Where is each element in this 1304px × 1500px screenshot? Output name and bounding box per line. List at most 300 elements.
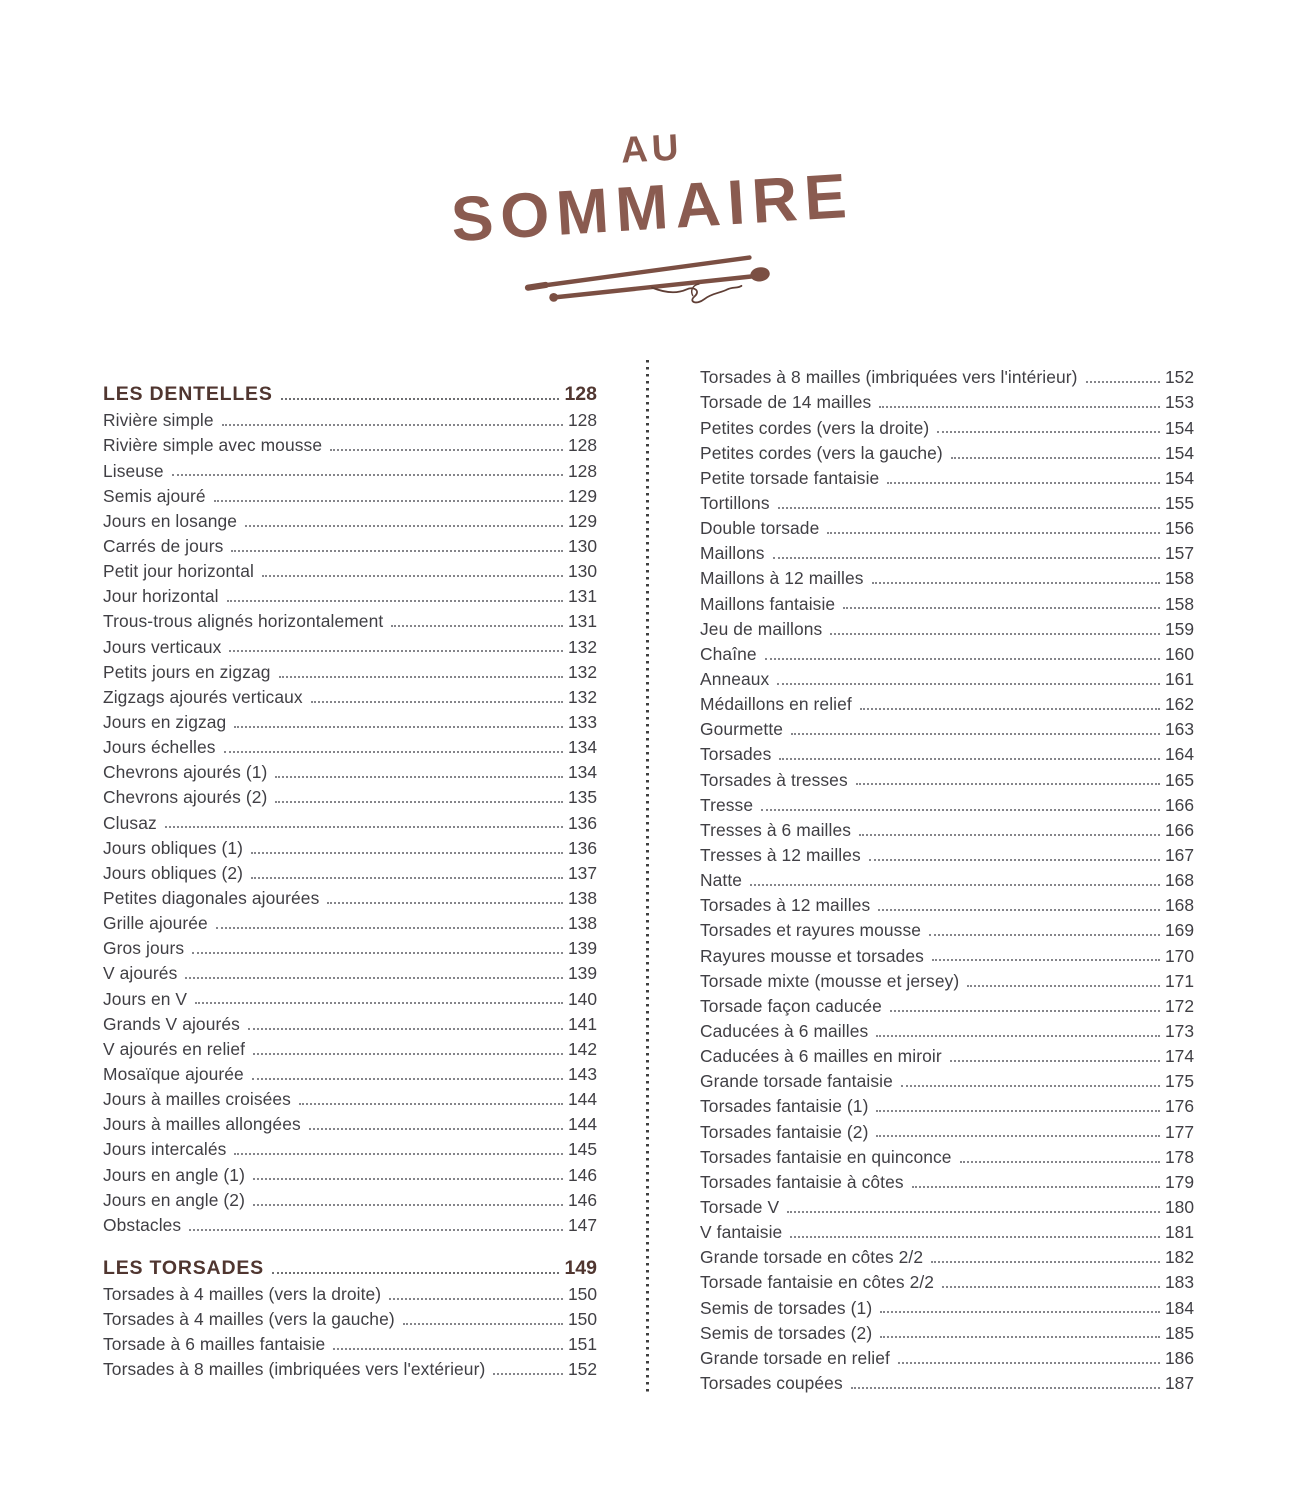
dotted-leader <box>787 1210 1160 1213</box>
toc-entry-label: Torsade mixte (mousse et jersey) <box>700 970 960 991</box>
dotted-leader <box>189 1228 563 1231</box>
toc-entry-row <box>700 563 1194 588</box>
toc-entry-row <box>103 1184 597 1209</box>
toc-entry-page: 131 <box>567 611 597 632</box>
toc-column-left <box>103 360 597 1379</box>
dotted-leader <box>773 556 1160 559</box>
dotted-leader <box>327 901 563 904</box>
toc-entry-page: 132 <box>567 636 597 657</box>
toc-entry-row <box>103 480 597 505</box>
toc-entry-label: Liseuse <box>103 460 164 481</box>
toc-entry-label: Torsades fantaisie (1) <box>700 1096 869 1117</box>
toc-entry-page: 143 <box>567 1064 597 1084</box>
toc-entry-row <box>103 707 597 732</box>
toc-entry-row <box>700 664 1194 689</box>
toc-entry-label: Trous-trous alignés horizontalement <box>103 611 384 632</box>
toc-entry-label: Jours en zigzag <box>103 712 227 733</box>
toc-entry-row <box>700 1141 1194 1166</box>
toc-entry-page: 178 <box>1164 1146 1194 1167</box>
dotted-leader <box>876 1134 1160 1137</box>
dotted-leader <box>275 800 563 803</box>
toc-entry-label: Tresses à 6 mailles <box>700 819 852 840</box>
toc-entry-label: Torsade à 6 mailles fantaisie <box>103 1334 326 1355</box>
toc-entry-row <box>103 933 597 958</box>
toc-entry-label: Petits jours en zigzag <box>103 661 271 682</box>
toc-entry-label: Tortillons <box>700 493 770 514</box>
toc-entry-page: 180 <box>1164 1196 1194 1217</box>
dotted-leader <box>967 984 1160 987</box>
toc-entry-label: Torsades fantaisie à côtes <box>700 1171 904 1192</box>
toc-entry-page: 173 <box>1164 1021 1194 1041</box>
dotted-leader <box>830 632 1160 635</box>
toc-entry-row <box>700 463 1194 488</box>
dotted-leader <box>403 1322 563 1325</box>
toc-entry-row <box>103 858 597 883</box>
toc-entry-label: Carrés de jours <box>103 536 224 557</box>
toc-entry-row <box>103 405 597 430</box>
dotted-leader <box>880 1310 1160 1313</box>
toc-entry-row <box>103 832 597 857</box>
dotted-leader <box>222 423 563 426</box>
toc-columns <box>0 360 1304 1400</box>
dotted-leader <box>165 825 563 828</box>
toc-entry-label: Jours obliques (2) <box>103 862 244 883</box>
toc-entry-row <box>103 531 597 556</box>
toc-entry-page: 165 <box>1164 769 1194 790</box>
dotted-leader <box>229 649 563 652</box>
toc-entry-page: 177 <box>1164 1121 1194 1142</box>
toc-entry-row <box>103 1159 597 1184</box>
dotted-leader <box>309 1127 563 1130</box>
toc-entry-row <box>700 940 1194 965</box>
dotted-leader <box>843 606 1160 609</box>
toc-entry-label: Rayures mousse et torsades <box>700 945 924 966</box>
dotted-leader <box>879 405 1160 408</box>
toc-entry-page: 139 <box>567 963 597 984</box>
toc-entry-row <box>700 714 1194 739</box>
toc-entry-page: 142 <box>567 1038 597 1059</box>
toc-entry-label: Gros jours <box>103 938 185 959</box>
dotted-leader <box>248 1027 563 1030</box>
dotted-leader <box>231 549 563 552</box>
toc-entry-row <box>103 1354 597 1379</box>
toc-entry-row <box>103 1034 597 1059</box>
toc-entry-label: V fantaisie <box>700 1222 783 1243</box>
toc-entry-label: Torsade fantaisie en côtes 2/2 <box>700 1272 935 1293</box>
dotted-leader <box>869 858 1160 861</box>
toc-entry-row <box>103 1304 597 1329</box>
sommaire-title-block <box>0 128 1304 308</box>
toc-entry-label: Mosaïque ajourée <box>103 1064 244 1084</box>
toc-entry-label: Jours obliques (1) <box>103 837 244 858</box>
toc-entry-row <box>103 556 597 581</box>
toc-entry-label: Caducées à 6 mailles <box>700 1021 869 1041</box>
toc-entry-label: Petites cordes (vers la droite) <box>700 417 930 438</box>
toc-entry-page: 186 <box>1164 1347 1194 1368</box>
toc-entry-page: 128 <box>567 435 597 456</box>
toc-entry-page: 155 <box>1164 493 1194 514</box>
toc-entry-page: 181 <box>1164 1222 1194 1243</box>
toc-entry-row <box>103 606 597 631</box>
toc-entry-row <box>700 588 1194 613</box>
toc-entry-page: 144 <box>567 1089 597 1110</box>
toc-entry-row <box>103 682 597 707</box>
dotted-leader <box>262 574 563 577</box>
toc-entry-label: Jours en angle (1) <box>103 1164 245 1185</box>
dotted-leader <box>172 473 563 476</box>
toc-entry-row <box>700 1368 1194 1393</box>
toc-entry-label: Jours échelles <box>103 737 216 758</box>
toc-entry-label: Jeu de maillons <box>700 618 823 639</box>
toc-entry-row <box>700 362 1194 387</box>
dotted-leader <box>912 1185 1160 1188</box>
toc-entry-row <box>103 455 597 480</box>
toc-entry-page: 128 <box>567 410 597 431</box>
toc-entry-label: Torsades à 8 mailles (imbriquées vers l'extérieur) <box>103 1359 486 1380</box>
toc-entry-label: Double torsade <box>700 518 820 539</box>
toc-entry-row <box>700 1292 1194 1317</box>
dotted-leader <box>299 1102 563 1105</box>
dotted-leader <box>860 707 1160 710</box>
toc-entry-label: Torsades fantaisie (2) <box>700 1121 869 1142</box>
toc-entry-page: 158 <box>1164 593 1194 614</box>
toc-section-header-row <box>103 1249 597 1279</box>
toc-entry-row <box>700 965 1194 990</box>
toc-entry-page: 174 <box>1164 1046 1194 1067</box>
toc-entry-page: 151 <box>567 1334 597 1355</box>
toc-entry-label: Médaillons en relief <box>700 694 852 715</box>
toc-entry-label: Torsade de 14 mailles <box>700 392 872 413</box>
toc-entry-label: Jours à mailles allongées <box>103 1114 301 1135</box>
toc-section-title: LES DENTELLES <box>103 382 273 405</box>
toc-entry-row <box>700 689 1194 714</box>
toc-entry-label: Jours verticaux <box>103 636 222 657</box>
toc-entry-page: 139 <box>567 938 597 959</box>
dotted-leader <box>777 682 1160 685</box>
toc-entry-page: 152 <box>1164 367 1194 388</box>
toc-entry-row <box>103 782 597 807</box>
dotted-leader <box>876 1034 1160 1037</box>
toc-entry-row <box>103 883 597 908</box>
toc-entry-page: 135 <box>567 787 597 808</box>
toc-entry-row <box>700 739 1194 764</box>
toc-entry-label: Caducées à 6 mailles en miroir <box>700 1046 942 1067</box>
toc-entry-row <box>700 513 1194 538</box>
toc-entry-page: 159 <box>1164 618 1194 639</box>
dotted-leader <box>245 524 563 527</box>
dotted-leader <box>330 448 563 451</box>
toc-entry-page: 130 <box>567 536 597 557</box>
toc-entry-label: Petit jour horizontal <box>103 561 254 582</box>
toc-entry-page: 168 <box>1164 870 1194 891</box>
toc-entry-page: 169 <box>1164 920 1194 941</box>
dotted-leader <box>827 531 1160 534</box>
toc-entry-page: 154 <box>1164 467 1194 488</box>
toc-entry-page: 129 <box>567 510 597 531</box>
dotted-leader <box>778 506 1160 509</box>
toc-entry-label: Clusaz <box>103 812 157 833</box>
toc-entry-page: 140 <box>567 988 597 1009</box>
toc-entry-row <box>103 1109 597 1134</box>
toc-entry-page: 136 <box>567 837 597 858</box>
toc-entry-page: 185 <box>1164 1322 1194 1343</box>
toc-entry-page: 138 <box>567 888 597 909</box>
toc-entry-label: Maillons <box>700 543 765 564</box>
dotted-leader <box>872 581 1160 584</box>
dotted-leader <box>859 833 1160 836</box>
dotted-leader <box>901 1084 1160 1087</box>
toc-entry-page: 164 <box>1164 744 1194 765</box>
dotted-leader <box>253 1203 563 1206</box>
dotted-leader <box>960 1160 1160 1163</box>
toc-entry-page: 187 <box>1164 1372 1194 1393</box>
toc-entry-row <box>700 437 1194 462</box>
toc-entry-page: 146 <box>567 1189 597 1210</box>
dotted-leader <box>391 624 563 627</box>
dotted-leader <box>779 757 1160 760</box>
dotted-leader <box>791 732 1160 735</box>
dotted-leader <box>887 481 1160 484</box>
toc-entry-row <box>700 1116 1194 1141</box>
dotted-leader <box>275 775 563 778</box>
toc-entry-row <box>103 807 597 832</box>
toc-entry-label: Semis de torsades (2) <box>700 1322 873 1343</box>
toc-entry-label: Tresses à 12 mailles <box>700 845 861 866</box>
toc-entry-label: Tresse <box>700 794 754 815</box>
toc-entry-page: 171 <box>1164 970 1194 991</box>
toc-entry-page: 161 <box>1164 669 1194 690</box>
toc-entry-page: 134 <box>567 762 597 783</box>
toc-entry-label: Torsades coupées <box>700 1372 843 1393</box>
dotted-leader <box>279 675 563 678</box>
toc-entry-page: 156 <box>1164 518 1194 539</box>
toc-entry-row <box>700 890 1194 915</box>
toc-column-right <box>700 360 1194 1393</box>
dotted-leader <box>251 876 563 879</box>
toc-entry-row <box>700 840 1194 865</box>
toc-entry-page: 152 <box>567 1359 597 1380</box>
toc-entry-label: Rivière simple avec mousse <box>103 435 323 456</box>
dotted-leader <box>272 1271 560 1274</box>
toc-entry-page: 170 <box>1164 945 1194 966</box>
dotted-leader <box>761 808 1160 811</box>
toc-entry-page: 153 <box>1164 392 1194 413</box>
dotted-leader <box>950 1059 1160 1062</box>
toc-entry-label: Torsades et rayures mousse <box>700 920 922 941</box>
toc-entry-row <box>103 732 597 757</box>
toc-entry-page: 172 <box>1164 995 1194 1016</box>
dotted-leader <box>851 1386 1160 1389</box>
toc-entry-page: 138 <box>567 913 597 934</box>
toc-entry-label: Torsade façon caducée <box>700 995 882 1016</box>
dotted-leader <box>214 499 563 502</box>
dotted-leader <box>493 1372 563 1375</box>
dotted-leader <box>1086 380 1160 383</box>
dotted-leader <box>856 782 1160 785</box>
toc-section-page: 149 <box>564 1256 597 1279</box>
dotted-leader <box>253 1177 563 1180</box>
toc-entry-page: 137 <box>567 862 597 883</box>
toc-entry-label: Maillons à 12 mailles <box>700 568 864 589</box>
toc-entry-label: Torsades à tresses <box>700 769 848 790</box>
toc-entry-label: Jours en V <box>103 988 188 1009</box>
toc-entry-page: 145 <box>567 1139 597 1160</box>
toc-entry-label: Maillons fantaisie <box>700 593 836 614</box>
toc-entry-page: 160 <box>1164 643 1194 664</box>
toc-entry-label: Grille ajourée <box>103 913 208 934</box>
toc-entry-label: Jours intercalés <box>103 1139 227 1160</box>
toc-entry-page: 157 <box>1164 543 1194 564</box>
toc-entry-label: Grande torsade fantaisie <box>700 1071 893 1092</box>
toc-entry-row <box>700 387 1194 412</box>
knitting-needles-icon <box>517 246 787 308</box>
toc-entry-row <box>700 764 1194 789</box>
toc-entry-row <box>103 908 597 933</box>
toc-entry-row <box>700 815 1194 840</box>
toc-entry-page: 166 <box>1164 819 1194 840</box>
dotted-leader <box>227 599 563 602</box>
toc-entry-row <box>103 656 597 681</box>
toc-entry-page: 129 <box>567 485 597 506</box>
toc-entry-page: 175 <box>1164 1071 1194 1092</box>
toc-entry-page: 146 <box>567 1164 597 1185</box>
toc-entry-label: Rivière simple <box>103 410 214 431</box>
toc-entry-row <box>700 1041 1194 1066</box>
toc-entry-page: 154 <box>1164 417 1194 438</box>
toc-entry-label: Anneaux <box>700 669 770 690</box>
toc-entry-page: 141 <box>567 1013 597 1034</box>
toc-entry-page: 150 <box>567 1309 597 1330</box>
toc-entry-row <box>700 1217 1194 1242</box>
toc-entry-row <box>103 1279 597 1304</box>
toc-entry-label: Grande torsade en côtes 2/2 <box>700 1247 924 1268</box>
dotted-leader <box>931 1260 1160 1263</box>
toc-entry-label: Gourmette <box>700 719 784 740</box>
toc-entry-page: 147 <box>567 1214 597 1235</box>
toc-entry-row <box>103 757 597 782</box>
toc-entry-page: 168 <box>1164 895 1194 916</box>
toc-entry-label: Chevrons ajourés (2) <box>103 787 268 808</box>
toc-entry-row <box>700 639 1194 664</box>
toc-entry-page: 132 <box>567 686 597 707</box>
toc-entry-row <box>700 613 1194 638</box>
toc-entry-label: Torsades <box>700 744 772 765</box>
toc-entry-page: 184 <box>1164 1297 1194 1318</box>
toc-section-page: 128 <box>564 382 597 405</box>
toc-entry-page: 166 <box>1164 794 1194 815</box>
dotted-leader <box>929 933 1160 936</box>
toc-entry-page: 132 <box>567 661 597 682</box>
toc-entry-label: Petites diagonales ajourées <box>103 888 320 909</box>
toc-entry-row <box>700 1342 1194 1367</box>
toc-entry-page: 154 <box>1164 442 1194 463</box>
dotted-leader <box>942 1285 1160 1288</box>
toc-entry-page: 158 <box>1164 568 1194 589</box>
dotted-leader <box>790 1235 1160 1238</box>
toc-entry-page: 176 <box>1164 1096 1194 1117</box>
toc-entry-row <box>103 430 597 455</box>
dotted-leader <box>192 951 563 954</box>
toc-entry-label: Grande torsade en relief <box>700 1347 890 1368</box>
toc-entry-row <box>700 1242 1194 1267</box>
toc-entry-page: 130 <box>567 561 597 582</box>
toc-entry-label: Torsades à 8 mailles (imbriquées vers l'intérieur) <box>700 367 1078 388</box>
dotted-leader <box>878 908 1160 911</box>
dotted-leader <box>898 1361 1160 1364</box>
toc-entry-row <box>103 1008 597 1033</box>
toc-entry-label: Jours en losange <box>103 510 238 531</box>
dotted-leader <box>333 1347 563 1350</box>
column-divider-dotted-line <box>646 360 649 1392</box>
toc-entry-row <box>103 958 597 983</box>
toc-entry-label: Torsades fantaisie en quinconce <box>700 1146 952 1167</box>
toc-entry-row <box>103 1084 597 1109</box>
dotted-leader <box>281 397 560 400</box>
dotted-leader <box>195 1001 563 1004</box>
toc-entry-row <box>700 488 1194 513</box>
toc-entry-row <box>700 538 1194 563</box>
toc-entry-row <box>700 789 1194 814</box>
dotted-leader <box>932 958 1160 961</box>
dotted-leader <box>311 700 563 703</box>
toc-entry-page: 144 <box>567 1114 597 1135</box>
toc-entry-page: 150 <box>567 1283 597 1304</box>
toc-entry-label: Jour horizontal <box>103 586 219 607</box>
toc-entry-row <box>103 983 597 1008</box>
toc-entry-row <box>103 581 597 606</box>
dotted-leader <box>234 1152 563 1155</box>
toc-entry-label: Obstacles <box>103 1214 182 1235</box>
toc-entry-row <box>103 506 597 531</box>
toc-entry-page: 179 <box>1164 1171 1194 1192</box>
dotted-leader <box>185 976 563 979</box>
toc-entry-label: Natte <box>700 870 743 891</box>
dotted-leader <box>216 926 563 929</box>
dotted-leader <box>937 430 1160 433</box>
toc-section-header-row <box>103 375 597 405</box>
toc-entry-label: V ajourés en relief <box>103 1038 246 1059</box>
dotted-leader <box>234 725 563 728</box>
dotted-leader <box>765 657 1160 660</box>
dotted-leader <box>389 1297 563 1300</box>
toc-entry-page: 163 <box>1164 719 1194 740</box>
toc-entry-label: Petite torsade fantaisie <box>700 467 880 488</box>
toc-entry-page: 134 <box>567 737 597 758</box>
toc-entry-page: 131 <box>567 586 597 607</box>
toc-entry-page: 182 <box>1164 1247 1194 1268</box>
toc-entry-label: Torsades à 4 mailles (vers la droite) <box>103 1283 382 1304</box>
toc-entry-label: Petites cordes (vers la gauche) <box>700 442 943 463</box>
dotted-leader <box>880 1335 1160 1338</box>
toc-entry-page: 183 <box>1164 1272 1194 1293</box>
title-word-au: AU <box>620 126 684 171</box>
toc-entry-row <box>700 1091 1194 1116</box>
toc-entry-row <box>700 915 1194 940</box>
dotted-leader <box>890 1009 1160 1012</box>
toc-entry-row <box>700 1016 1194 1041</box>
toc-entry-label: Semis ajouré <box>103 485 206 506</box>
toc-entry-label: Torsades à 12 mailles <box>700 895 871 916</box>
toc-section-title: LES TORSADES <box>103 1256 264 1279</box>
toc-entry-row <box>700 1267 1194 1292</box>
toc-entry-row <box>700 412 1194 437</box>
page-title: SOMMAIRE <box>448 160 856 256</box>
toc-entry-label: Torsades à 4 mailles (vers la gauche) <box>103 1309 395 1330</box>
toc-entry-row <box>700 865 1194 890</box>
toc-entry-page: 162 <box>1164 694 1194 715</box>
toc-entry-row <box>103 1210 597 1235</box>
toc-entry-row <box>103 1329 597 1354</box>
